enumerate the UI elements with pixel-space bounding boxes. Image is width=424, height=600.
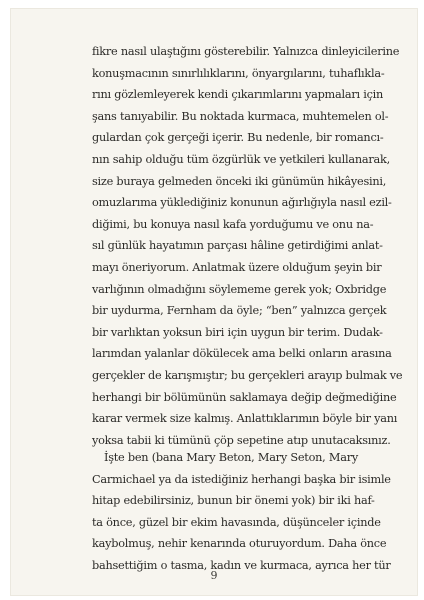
text-line: İşte ben (bana Mary Beton, Mary Seton, Mary [104, 451, 358, 464]
text-line: konuşmacının sınırlılıklarını, önyargılarını, tuhaflıkla- [92, 66, 385, 80]
text-line: rını gözlemleyerek kendi çıkarımlarını yapmaları için [92, 88, 384, 102]
text-line: hitap edebilirsiniz, bunun bir önemi yok) bir iki haf- [92, 494, 375, 508]
text-line: ta önce, güzel bir ekim havasında, düşünceler içinde [92, 515, 381, 529]
text-line: size buraya gelmeden önceki iki günümün hikâyesini, [92, 174, 387, 188]
text-line: yoksa tabii ki tümünü çöp sepetine atıp unutacaksınız. [92, 433, 391, 447]
text-line: omuzlarıma yüklediğiniz konunun ağırlığıyla nasıl ezil- [92, 196, 392, 210]
text-line: bir uydurma, Fernham da öyle; “ben” yalnızca gerçek [92, 304, 387, 318]
text-line: şans tanıyabilir. Bu noktada kurmaca, muhtemelen ol- [92, 109, 389, 123]
text-line: nın sahip olduğu tüm özgürlük ve yetkileri kullanarak, [92, 152, 390, 166]
text-line: fikre nasıl ulaştığını gösterebilir. Yalnızca dinleyicilerine [92, 45, 400, 58]
text-line: gulardan çok gerçeği içerir. Bu nedenle, bir romancı- [92, 131, 384, 145]
text-line: bahsettiğim o tasma, kadın ve kurmaca, ayrıca her tür [92, 558, 391, 572]
book-page [10, 8, 418, 596]
text-line: gerçekler de karışmıştır; bu gerçekleri arayıp bulmak ve [92, 368, 403, 382]
page-number: 9 [210, 569, 218, 582]
text-line: mayı öneriyorum. Anlatmak üzere olduğum şeyin bir [92, 260, 382, 274]
paragraph-2 [92, 447, 391, 577]
text-line: diğimi, bu konuya nasıl kafa yorduğumu ve onu na- [92, 217, 374, 231]
text-line: sıl günlük hayatımın parçası hâline getirdiğimi anlat- [92, 239, 383, 253]
text-line: karar vermek size kalmış. Anlattıklarımın böyle bir yanı [92, 412, 398, 426]
text-line: kaybolmuş, nehir kenarında oturuyordum. Daha önce [92, 537, 387, 551]
text-line: larımdan yalanlar dökülecek ama belki onların arasına [92, 347, 392, 361]
paragraph-1 [92, 41, 403, 451]
text-line: herhangi bir bölümünün saklamaya değip değmediğine [92, 390, 397, 404]
text-line: varlığının olmadığını söylememe gerek yok; Oxbridge [92, 282, 387, 296]
text-line: Carmichael ya da istediğiniz herhangi başka bir isimle [92, 472, 391, 486]
text-line: bir varlıktan yoksun biri için uygun bir terim. Dudak- [92, 325, 383, 339]
